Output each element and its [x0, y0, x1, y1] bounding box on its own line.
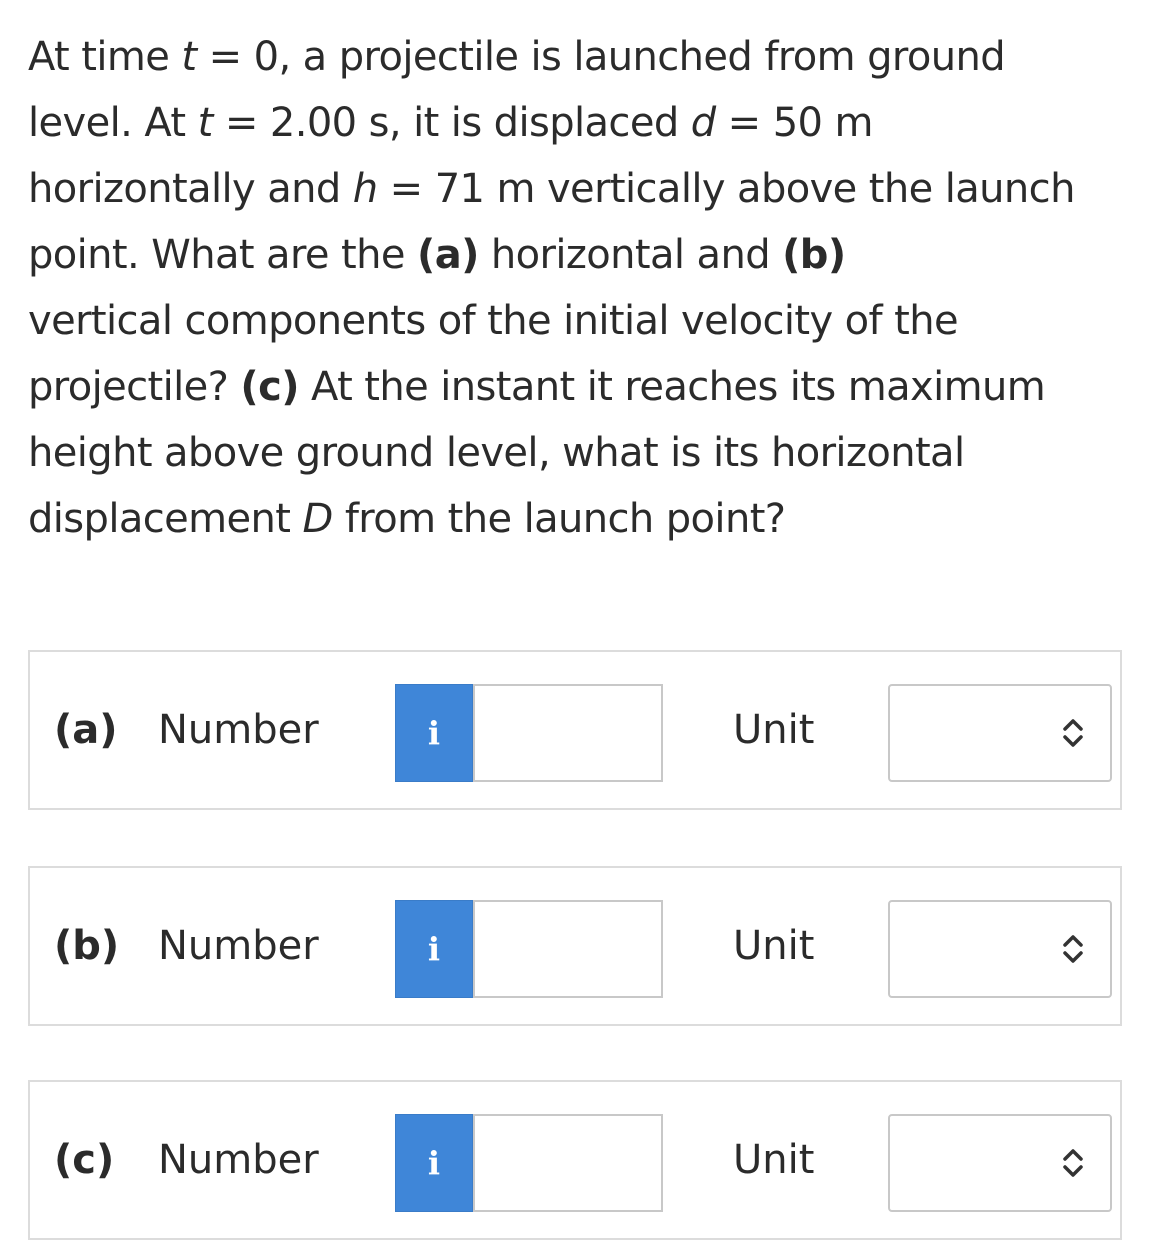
unit-label-a: Unit [733, 707, 815, 753]
part-label-b: (b) [54, 923, 120, 969]
number-label-c: Number [158, 1137, 319, 1183]
chevron-up-down-icon [1060, 932, 1086, 966]
number-input-a[interactable] [473, 684, 663, 782]
question-line-5: vertical components of the initial velocity of the [28, 298, 959, 344]
info-icon-glyph: i [427, 1144, 441, 1182]
info-icon-glyph: i [427, 714, 441, 752]
unit-label-b: Unit [733, 923, 815, 969]
question-line-2: level. At t = 2.00 s, it is displaced d = 50 m [28, 100, 873, 146]
unit-select-a[interactable] [888, 684, 1112, 782]
answer-box-b [28, 866, 1122, 1026]
question-line-1: At time t = 0, a projectile is launched from ground [28, 34, 1006, 80]
unit-label-c: Unit [733, 1137, 815, 1183]
info-icon-glyph: i [427, 930, 441, 968]
answer-box-a [28, 650, 1122, 810]
question-line-7: height above ground level, what is its horizontal [28, 430, 965, 476]
info-icon[interactable] [395, 1114, 473, 1212]
question-line-6: projectile? (c) At the instant it reaches its maximum [28, 364, 1046, 410]
question-line-3: horizontally and h = 71 m vertically above the launch [28, 166, 1075, 212]
unit-select-b[interactable] [888, 900, 1112, 998]
question-line-8: displacement D from the launch point? [28, 496, 786, 542]
answer-box-c [28, 1080, 1122, 1240]
info-icon[interactable] [395, 684, 473, 782]
question-text [28, 24, 1128, 552]
chevron-up-down-icon [1060, 716, 1086, 750]
unit-select-c[interactable] [888, 1114, 1112, 1212]
question-line-4: point. What are the (a) horizontal and (b) [28, 232, 846, 278]
info-icon[interactable] [395, 900, 473, 998]
number-label-a: Number [158, 707, 319, 753]
part-label-c: (c) [54, 1137, 115, 1183]
number-input-c[interactable] [473, 1114, 663, 1212]
number-input-b[interactable] [473, 900, 663, 998]
chevron-up-down-icon [1060, 1146, 1086, 1180]
number-label-b: Number [158, 923, 319, 969]
part-label-a: (a) [54, 707, 118, 753]
